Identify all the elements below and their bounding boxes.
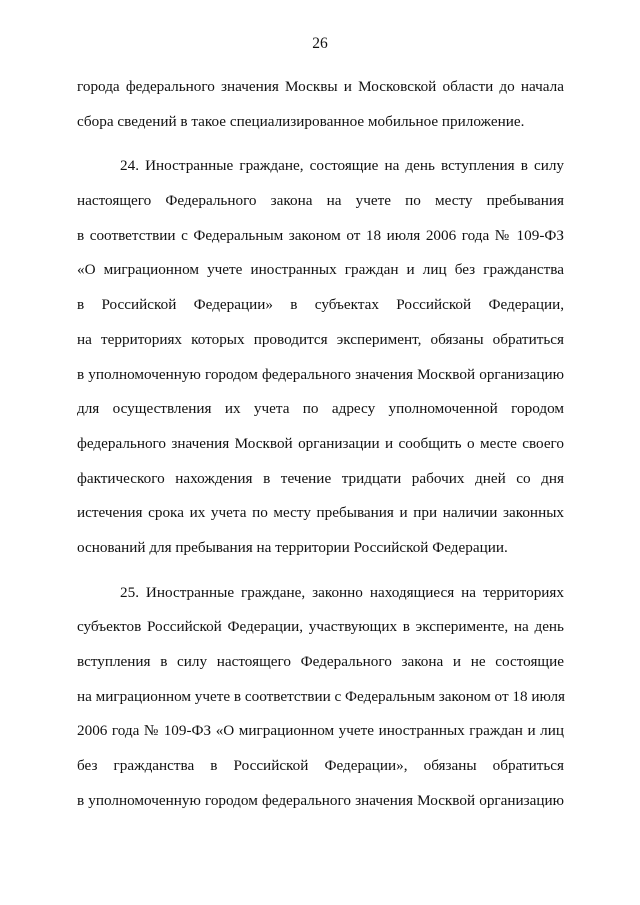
paragraph-line: вступления в силу настоящего Федерального закона и не состоящие bbox=[77, 653, 564, 670]
paragraph-line: 24. Иностранные граждане, состоящие на день вступления в силу bbox=[120, 157, 564, 175]
document-body bbox=[77, 73, 564, 821]
paragraph-line: города федерального значения Москвы и Московской области до начала bbox=[77, 78, 564, 95]
paragraph-line: субъектов Российской Федерации, участвующих в эксперименте, на день bbox=[77, 618, 564, 636]
paragraph-line: 25. Иностранные граждане, законно находящиеся на территориях bbox=[120, 583, 564, 601]
paragraph-line: настоящего Федерального закона на учете по месту пребывания bbox=[77, 192, 564, 210]
paragraph-line: истечения срока их учета по месту пребывания и при наличии законных bbox=[77, 504, 564, 522]
page-number: 26 bbox=[312, 35, 328, 52]
paragraph-line: федерального значения Москвой организации и сообщить о месте своего bbox=[77, 434, 564, 452]
paragraph-line: на миграционном учете в соответствии с Федеральным законом от 18 июля bbox=[77, 687, 566, 705]
paragraph-line: сбора сведений в такое специализированное мобильное приложение. bbox=[77, 112, 525, 130]
paragraph-line: в уполномоченную городом федерального значения Москвой организацию bbox=[77, 365, 564, 383]
paragraph-line: 2006 года № 109-ФЗ «О миграционном учете иностранных граждан и лиц bbox=[77, 722, 564, 740]
paragraph-line: без гражданства в Российской Федерации», обязаны обратиться bbox=[77, 757, 564, 775]
paragraph-line: в соответствии с Федеральным законом от 18 июля 2006 года № 109-ФЗ bbox=[77, 226, 564, 244]
paragraph-line: для осуществления их учета по адресу уполномоченной городом bbox=[77, 400, 564, 418]
paragraph-line: оснований для пребывания на территории Российской Федерации. bbox=[77, 538, 508, 556]
paragraph-line: в Российской Федерации» в субъектах Российской Федерации, bbox=[77, 296, 564, 314]
paragraph-line: «О миграционном учете иностранных граждан и лиц без гражданства bbox=[77, 261, 564, 279]
paragraph-line: на территориях которых проводится эксперимент, обязаны обратиться bbox=[77, 330, 564, 348]
paragraph-line: в уполномоченную городом федерального значения Москвой организацию bbox=[77, 791, 564, 809]
paragraph-line: фактического нахождения в течение тридцати рабочих дней со дня bbox=[77, 469, 564, 487]
